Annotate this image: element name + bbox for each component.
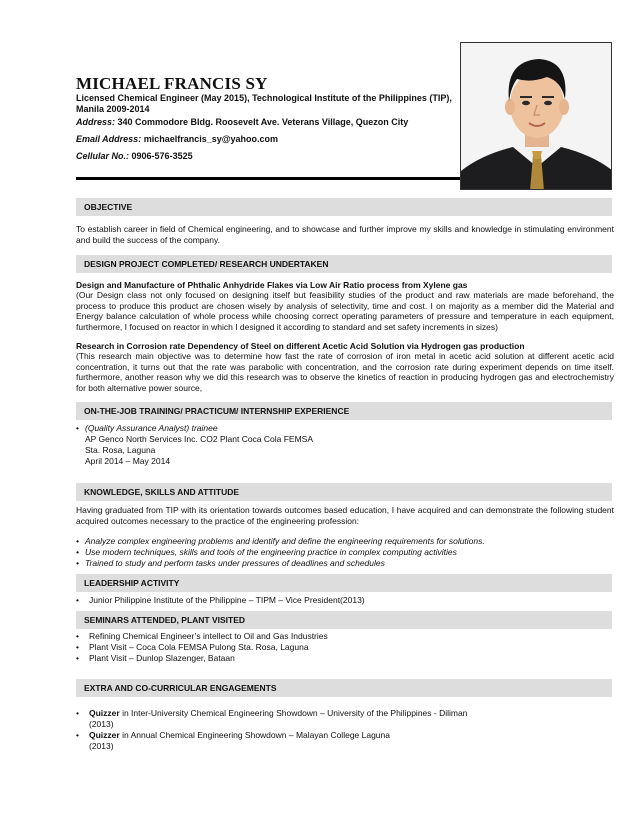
ksa-intro: Having graduated from TIP with its orientation towards outcomes based education, I have acquired and can demonstrate the following student acquired outcomes necessary to the practice of the engineering profession: [76, 505, 614, 526]
section-design-project: DESIGN PROJECT COMPLETED/ RESEARCH UNDERTAKEN [76, 255, 612, 273]
section-extra: EXTRA AND CO-CURRICULAR ENGAGEMENTS [76, 679, 612, 697]
resume-headline: Licensed Chemical Engineer (May 2015), Technological Institute of the Philippines (TIP), Manila 2009-2014 [76, 93, 452, 114]
header-divider [76, 177, 462, 180]
email-value: michaelfrancis_sy@yahoo.com [143, 134, 279, 144]
cellular-label: Cellular No.: [76, 151, 130, 161]
email-row [76, 134, 278, 145]
profile-photo [460, 42, 612, 190]
section-ksa: KNOWLEDGE, SKILLS AND ATTITUDE [76, 483, 612, 501]
extra-item-detail: in Annual Chemical Engineering Showdown – Malayan College Laguna [119, 730, 390, 740]
cellular-value: 0906-576-3525 [131, 151, 193, 161]
extra-item-role: Quizzer [89, 708, 120, 718]
section-ojt: ON-THE-JOB TRAINING/ PRACTICUM/ INTERNSHIP EXPERIENCE [76, 402, 612, 420]
leadership-list [76, 595, 612, 606]
section-leadership: LEADERSHIP ACTIVITY [76, 574, 612, 592]
project1-title: Design and Manufacture of Phthalic Anhydride Flakes via Low Air Ratio process from Xylene gas [76, 280, 468, 290]
extra-item-detail: in Inter-University Chemical Engineering Showdown – University of the Philippines - Diliman [119, 708, 468, 718]
ksa-item: • Analyze complex engineering problems and identify and define the engineering requirements for solutions. [76, 536, 612, 547]
section-objective: OBJECTIVE [76, 198, 612, 216]
seminar-item: • Plant Visit – Dunlop Slazenger, Bataan [76, 653, 612, 664]
ojt-list [76, 423, 612, 467]
email-label: Email Address: [76, 134, 142, 144]
seminars-list [76, 631, 612, 664]
leadership-item: • Junior Philippine Institute of the Philippine – TIPM – Vice President(2013) [76, 595, 612, 606]
section-seminars: SEMINARS ATTENDED, PLANT VISITED [76, 611, 612, 629]
ojt-location: Sta. Rosa, Laguna [85, 445, 156, 455]
cellular-row [76, 151, 193, 162]
seminar-item: • Plant Visit – Coca Cola FEMSA Pulong Sta. Rosa, Laguna [76, 642, 612, 653]
project2-description: (This research main objective was to determine how fast the rate of corrosion of iron metal in acetic acid solution at different acetic acid concentration, it turns out that the rate was parabolic with concentration, and the corrosion rate during experiment depends on time itself. furthermore, another reason why we did this research was to observe the kinetics of reaction in producing hydrogen gas and electrochemistry for both alternative power source, [76, 351, 614, 393]
seminar-item: • Refining Chemical Engineer’s intellect to Oil and Gas Industries [76, 631, 612, 642]
project1-description: (Our Design class not only focused on designing itself but feasibility studies of the product and raw materials are made beforehand, the process to produce this product are chosen wisely by analysis of selectivity, time and cost. I on majority as a member did the Material and Energy balance calculation of whole process while choosing correct operating parameters of pressure and temperature in each equipment, furthermore, I focused on reactor in which I designed it according to standard and set safety increments in sizes) [76, 290, 614, 332]
ojt-role: (Quality Assurance Analyst) trainee [85, 423, 218, 433]
objective-text: To establish career in field of Chemical engineering, and to showcase and further improve my skills and knowledge in stimulating environment and build the success of the company. [76, 224, 614, 245]
ojt-period: April 2014 – May 2014 [85, 456, 171, 466]
ojt-company: AP Genco North Services Inc. CO2 Plant Coca Cola FEMSA [85, 434, 314, 444]
address-value: 340 Commodore Bldg. Roosevelt Ave. Veterans Village, Quezon City [117, 117, 409, 127]
project2-title: Research in Corrosion rate Dependency of Steel on different Acetic Acid Solution via Hydrogen gas production [76, 341, 525, 351]
ksa-item: • Use modern techniques, skills and tools of the engineering practice in complex computing activities [76, 547, 612, 558]
portrait-image [461, 43, 612, 190]
resume-name: MICHAEL FRANCIS SY [76, 74, 268, 93]
extra-item-year: (2013) [89, 719, 114, 729]
address-label: Address: [76, 117, 116, 127]
extra-item [76, 730, 612, 752]
extra-item [76, 708, 612, 730]
extra-item-role: Quizzer [89, 730, 120, 740]
ksa-item: • Trained to study and perform tasks under pressures of deadlines and schedules [76, 558, 612, 569]
ojt-entry [76, 423, 612, 467]
extra-list [76, 708, 612, 752]
ksa-list [76, 536, 612, 569]
address-row [76, 117, 408, 128]
extra-item-year: (2013) [89, 741, 114, 751]
